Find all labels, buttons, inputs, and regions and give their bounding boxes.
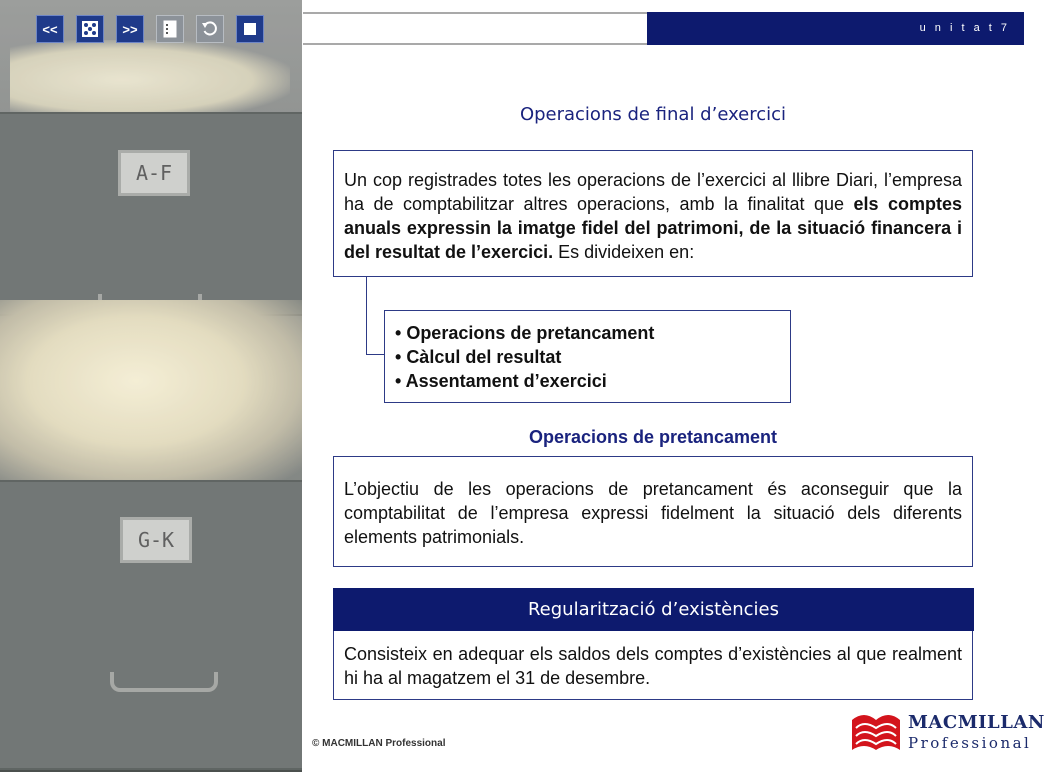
intro-text: Un cop registrades totes les operacions de l’exercici al llibre Diari, l’empresa ha de comptabilitzar altres operacions, amb la finalitat que (344, 170, 962, 214)
copyright-text: © MACMILLAN Professional (312, 738, 446, 749)
list-item: • Operacions de pretancament (395, 323, 655, 343)
navigation-toolbar (36, 15, 264, 43)
logo-name: MACMILLAN (908, 712, 1045, 733)
intro-paragraph (344, 168, 962, 264)
stop-button[interactable] (236, 15, 264, 43)
unit-label: u n i t a t 7 (919, 22, 1010, 34)
dice-icon (82, 21, 98, 37)
previous-button[interactable] (36, 15, 64, 43)
section-title-final-exercici: Operacions de final d’exercici (519, 104, 787, 125)
intro-emphasis: els comptes anuals expressin la imatge fidel del patrimoni, de la situació financera i del resultat de l’exercici. (344, 194, 962, 262)
pretancament-text: L’objectiu de les operacions de pretancament és aconseguir que la comptabilitat de l’empresa expressi fidelment la situació dels diferents elements patrimonials. (344, 479, 962, 547)
index-button[interactable] (156, 15, 184, 43)
connector-line (366, 277, 385, 355)
undo-icon (201, 20, 219, 38)
photo-overlay (0, 0, 302, 768)
next-icon: >> (122, 21, 138, 37)
macmillan-logo (850, 706, 1045, 758)
filing-cabinet-photo (0, 0, 302, 768)
menu-button[interactable] (76, 15, 104, 43)
regularitzacio-text: Consisteix en adequar els saldos dels comptes d’existències al que realment hi ha al magatzem el 31 de desembre. (344, 644, 962, 688)
index-icon (163, 20, 177, 38)
undo-button[interactable] (196, 15, 224, 43)
logo-mark-icon (850, 706, 902, 752)
pretancament-box (333, 456, 973, 567)
list-item: • Càlcul del resultat (395, 347, 562, 367)
stop-icon (244, 23, 256, 35)
regularitzacio-box (333, 631, 973, 700)
logo-sub: Professional (908, 734, 1032, 752)
header-rule (303, 12, 647, 45)
regularitzacio-header: Regularització d’existències (333, 588, 974, 631)
section-title-pretancament: Operacions de pretancament (528, 427, 778, 447)
drawer-label-bottom: G-K (120, 517, 192, 563)
header-band (647, 12, 1024, 45)
list-item: • Assentament d’exercici (395, 371, 607, 391)
drawer-label-top: A-F (118, 150, 190, 196)
prev-icon: << (42, 21, 58, 37)
operations-list-box (384, 310, 791, 403)
intro-ending: Es divideixen en: (553, 242, 695, 262)
intro-box (333, 150, 973, 277)
next-button[interactable] (116, 15, 144, 43)
